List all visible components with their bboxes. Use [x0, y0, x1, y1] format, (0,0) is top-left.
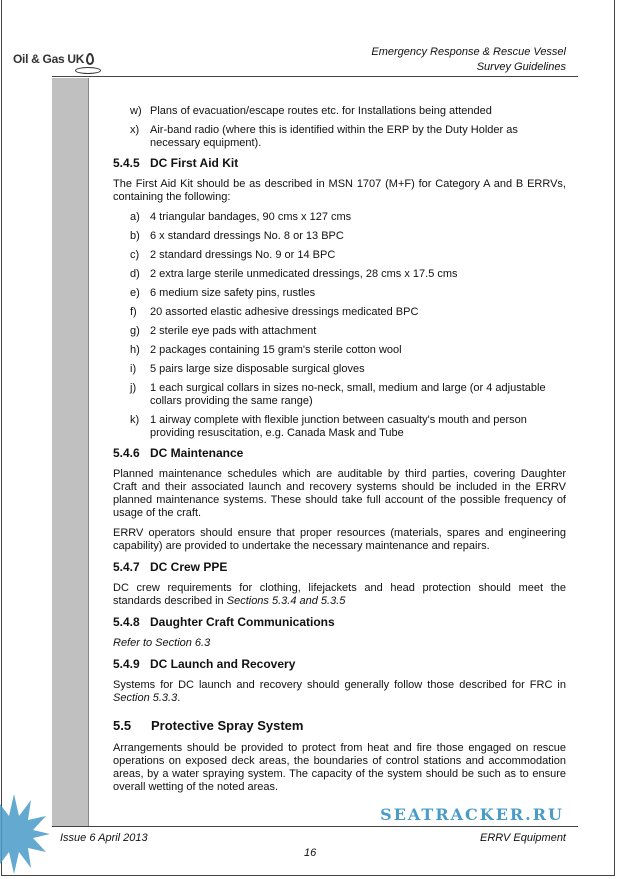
paragraph: Arrangements should be provided to protect from heat and fire those engaged on rescue operations on exposed deck areas, the boundaries of control stations and accommodation areas, by a water spraying system. The capacity of the system should be such as to ensure overall wetting of the noted areas.: [113, 742, 566, 793]
list-text: 5 pairs large size disposable surgical gloves: [150, 363, 365, 375]
heading-5-4-5: 5.4.5 DC First Aid Kit: [113, 156, 239, 170]
paragraph: DC crew requirements for clothing, lifejackets and head protection should meet the standards described in Sections 5.3.4 and 5.3.5: [113, 582, 566, 607]
list-text: 2 packages containing 15 gram's sterile cotton wool: [150, 344, 402, 356]
paragraph: Planned maintenance schedules which are auditable by third parties, covering Daughter Craft and their associated launch and recovery systems should be included in the ERRV planned maintenance systems. These should take full account of the possible frequency of usage of the craft.: [113, 468, 566, 519]
list-item: [130, 211, 566, 224]
list-label: h): [130, 344, 140, 356]
list-label: a): [130, 211, 140, 223]
list-item: [130, 268, 566, 281]
list-label: d): [130, 268, 140, 280]
list-item: [130, 249, 566, 262]
list-label: c): [130, 249, 140, 261]
heading-5-4-8: 5.4.8 Daughter Craft Communications: [113, 615, 335, 629]
list-label: j): [130, 382, 137, 394]
list-item: [130, 344, 566, 357]
list-text: 1 airway complete with flexible junction between casualty's mouth and person providing resuscitation, e.g. Canada Mask and Tube: [150, 414, 527, 439]
paragraph: The First Aid Kit should be as described in MSN 1707 (M+F) for Category A and B ERRVs, containing the following:: [113, 178, 566, 203]
list-item: [130, 230, 566, 243]
heading-5-4-6: 5.4.6 DC Maintenance: [113, 446, 244, 460]
heading-5-4-9: 5.4.9 DC Launch and Recovery: [113, 657, 296, 671]
page-number: 16: [304, 847, 317, 859]
list-label: x): [130, 124, 140, 136]
header-rule: [52, 76, 578, 77]
list-text: 6 medium size safety pins, rustles: [150, 287, 316, 299]
footer-section: ERRV Equipment: [479, 832, 566, 844]
list-label: f): [130, 306, 137, 318]
drop-icon: [86, 53, 94, 65]
heading-5-4-7: 5.4.7 DC Crew PPE: [113, 560, 228, 574]
margin-bar: [52, 78, 89, 826]
list-text: 20 assorted elastic adhesive dressings medicated BPC: [150, 306, 419, 318]
list-label: g): [130, 325, 140, 337]
list-item: [130, 382, 566, 408]
list-label: k): [130, 414, 140, 426]
page-content: [113, 105, 566, 801]
section-reference: Refer to Section 6.3: [113, 637, 211, 649]
list-item: [130, 306, 566, 319]
footer-issue: Issue 6 April 2013: [60, 832, 148, 844]
list-text: 2 sterile eye pads with attachment: [150, 325, 317, 337]
paragraph: ERRV operators should ensure that proper resources (materials, spares and engineering capability) are provided to undertake the necessary maintenance and repairs.: [113, 527, 566, 552]
list-item: [130, 105, 566, 118]
sun-icon: [0, 792, 50, 876]
list-item: [130, 414, 566, 440]
paragraph: Systems for DC launch and recovery should generally follow those described for FRC in Section 5.3.3.: [113, 679, 566, 704]
list-text: 1 each surgical collars in sizes no-neck, small, medium and large (or 4 adjustable collars providing the same range): [150, 382, 546, 407]
list-text: 2 extra large sterile unmedicated dressings, 28 cms x 17.5 cms: [150, 268, 458, 280]
list-item: [130, 124, 566, 150]
footer-rule: [52, 826, 578, 827]
logo-text: Oil & Gas UK: [13, 52, 85, 66]
list-text: 6 x standard dressings No. 8 or 13 BPC: [150, 230, 344, 242]
header-title-line1: Emergency Response & Rescue Vessel: [371, 46, 566, 58]
list-label: b): [130, 230, 140, 242]
list-label: i): [130, 363, 137, 375]
list-item: [130, 363, 566, 376]
list-label: e): [130, 287, 140, 299]
header-title-line2: Survey Guidelines: [476, 61, 566, 73]
list-text: 4 triangular bandages, 90 cms x 127 cms: [150, 211, 352, 223]
list-item: [130, 287, 566, 300]
list-text: 2 standard dressings No. 9 or 14 BPC: [150, 249, 336, 261]
first-aid-list: [113, 211, 566, 440]
heading-5-5: 5.5 Protective Spray System: [113, 718, 304, 733]
seatracker-watermark: SEATRACKER.RU: [380, 805, 564, 824]
list-item: [130, 325, 566, 338]
list-text: Air-band radio (where this is identified within the ERP by the Duty Holder as necessary equipment).: [150, 124, 518, 149]
oil-gas-uk-logo: [13, 52, 94, 66]
ring-icon: [75, 67, 101, 74]
list-text: Plans of evacuation/escape routes etc. for Installations being attended: [150, 105, 492, 117]
list-label: w): [130, 105, 142, 117]
